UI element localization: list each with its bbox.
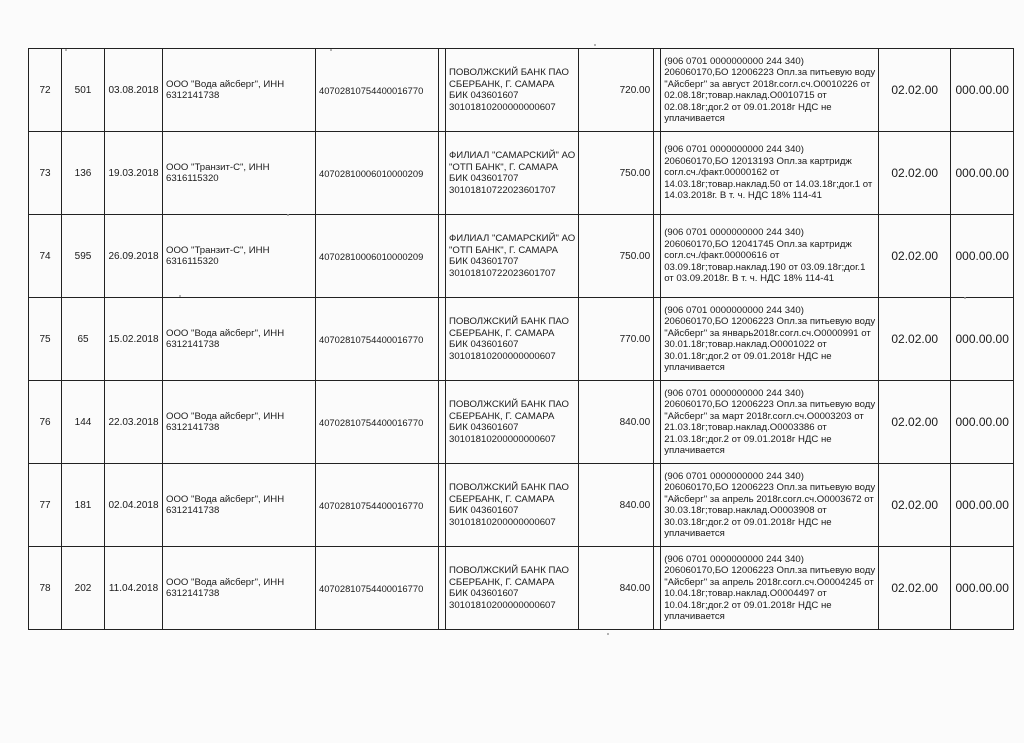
purpose-cell-line: 14.03.2018г. В т. ч. НДС 18% 114-41 <box>664 190 822 202</box>
payee-cell-line: 6312141738 <box>166 422 220 433</box>
purpose-cell-line: 30.01.18г;дог.2 от 09.01.2018г НДС не <box>664 350 832 362</box>
payee-cell-line: ООО "Вода айсберг", ИНН <box>166 493 285 505</box>
document-number: 144 <box>62 381 105 464</box>
budget-code: 02.02.00 <box>879 547 951 630</box>
bank-cell-line: БИК 043601707 <box>449 256 519 267</box>
purpose-cell-line: (906 0701 0000000000 244 340) <box>664 553 804 565</box>
column-gap <box>439 132 446 215</box>
column-gap <box>439 215 446 298</box>
bank-cell-line: 30101810200000000607 <box>449 599 556 611</box>
bank-cell-line: ПОВОЛЖСКИЙ БАНК ПАО <box>449 399 570 410</box>
table-row <box>29 49 1014 132</box>
purpose-cell-line: уплачивается <box>664 445 725 456</box>
purpose-cell-line: 30.03.18г;дог.2 от 09.01.2018г НДС не <box>664 516 832 528</box>
account-number: 40702810006010000209 <box>316 215 439 298</box>
table-row <box>29 215 1014 298</box>
payments-table <box>28 48 1014 630</box>
account-number: 40702810754400016770 <box>316 381 439 464</box>
table-row <box>29 547 1014 630</box>
row-number: 73 <box>29 132 62 215</box>
budget-code: 02.02.00 <box>879 132 951 215</box>
column-gap <box>439 49 446 132</box>
payment-date: 22.03.2018 <box>105 381 163 464</box>
purpose-cell-line: согл.сч./факт.00000162 от <box>664 167 780 179</box>
payment-date: 26.09.2018 <box>105 215 163 298</box>
purpose-cell <box>661 547 879 630</box>
amount: 750.00 <box>579 132 654 215</box>
purpose-cell-line: 21.03.18г;товар.наклад.О0003386 от <box>664 422 827 433</box>
document-number: 595 <box>62 215 105 298</box>
amount: 720.00 <box>579 49 654 132</box>
budget-code: 02.02.00 <box>879 49 951 132</box>
payee-cell-line: ООО "Вода айсберг", ИНН <box>166 327 285 339</box>
purpose-cell-line: 206060170,БО 12013193 Опл.за картридж <box>664 155 852 167</box>
budget-value: 000.00.00 <box>951 464 1014 547</box>
column-gap <box>654 215 661 298</box>
bank-cell-line: 30101810722023601707 <box>449 184 556 196</box>
purpose-cell-line: (906 0701 0000000000 244 340) <box>664 304 804 316</box>
payee-cell <box>163 547 316 630</box>
payee-cell-line: 6316115320 <box>166 256 219 267</box>
column-gap <box>654 381 661 464</box>
budget-value: 000.00.00 <box>951 381 1014 464</box>
scan-speck <box>594 44 596 46</box>
bank-cell-line: СБЕРБАНК, Г. САМАРА <box>449 493 555 505</box>
bank-cell-line: СБЕРБАНК, Г. САМАРА <box>449 327 555 339</box>
purpose-cell-line: "Айсберг" за апрель 2018г.согл.сч.О0003672 от <box>664 493 874 505</box>
bank-cell <box>446 381 579 464</box>
payment-date: 15.02.2018 <box>105 298 163 381</box>
purpose-cell <box>661 464 879 547</box>
bank-cell-line: ПОВОЛЖСКИЙ БАНК ПАО <box>449 316 570 327</box>
budget-code: 02.02.00 <box>879 381 951 464</box>
purpose-cell-line: 02.08.18г;дог.2 от 09.01.2018г НДС не <box>664 101 832 113</box>
row-number: 76 <box>29 381 62 464</box>
column-gap <box>654 298 661 381</box>
bank-cell-line: 30101810722023601707 <box>449 267 556 279</box>
purpose-cell-line: 206060170,БО 12006223 Опл.за питьевую воду <box>664 67 876 78</box>
purpose-cell-line: (906 0701 0000000000 244 340) <box>664 144 804 156</box>
purpose-cell-line: 30.03.18г;товар.наклад.О0003908 от <box>664 505 827 516</box>
purpose-cell-line: "Айсберг" за апрель 2018г.согл.сч.О0004245 от <box>664 576 874 588</box>
payee-cell-line: ООО "Транзит-С", ИНН <box>166 244 270 256</box>
payee-cell-line: ООО "Транзит-С", ИНН <box>166 161 270 173</box>
bank-cell <box>446 298 579 381</box>
purpose-cell-line: 30.01.18г;товар.наклад.О0001022 от <box>664 339 827 350</box>
purpose-cell-line: уплачивается <box>664 362 725 373</box>
payee-cell-line: 6312141738 <box>166 90 220 101</box>
purpose-cell-line: (906 0701 0000000000 244 340) <box>664 227 804 239</box>
bank-cell-line: "ОТП БАНК", Г. САМАРА <box>449 244 559 256</box>
payment-date: 11.04.2018 <box>105 547 163 630</box>
purpose-cell-line: 206060170,БО 12006223 Опл.за питьевую воду <box>664 565 876 576</box>
document-number: 136 <box>62 132 105 215</box>
bank-cell-line: СБЕРБАНК, Г. САМАРА <box>449 576 555 588</box>
account-number: 40702810006010000209 <box>316 132 439 215</box>
account-number: 40702810754400016770 <box>316 464 439 547</box>
column-gap <box>439 464 446 547</box>
document-number: 501 <box>62 49 105 132</box>
bank-cell-line: БИК 043601607 <box>449 90 519 101</box>
payee-cell <box>163 298 316 381</box>
purpose-cell-line: 02.08.18г;товар.наклад.О0010715 от <box>664 90 827 101</box>
budget-value: 000.00.00 <box>951 298 1014 381</box>
amount: 840.00 <box>579 381 654 464</box>
budget-value: 000.00.00 <box>951 547 1014 630</box>
purpose-cell <box>661 132 879 215</box>
amount: 840.00 <box>579 464 654 547</box>
account-number: 40702810754400016770 <box>316 49 439 132</box>
payee-cell-line: 6312141738 <box>166 339 220 350</box>
purpose-cell-line: 206060170,БО 12006223 Опл.за питьевую воду <box>664 399 876 410</box>
bank-cell <box>446 132 579 215</box>
purpose-cell-line: 206060170,БО 12006223 Опл.за питьевую воду <box>664 316 876 327</box>
payee-cell <box>163 215 316 298</box>
scan-speck <box>179 295 181 297</box>
account-number: 40702810754400016770 <box>316 298 439 381</box>
purpose-cell-line: согл.сч./факт.00000616 от <box>664 250 780 262</box>
purpose-cell-line: "Айсберг" за март 2018г.согл.сч.О0003203 от <box>664 410 864 422</box>
bank-cell <box>446 215 579 298</box>
document-number: 202 <box>62 547 105 630</box>
scan-speck <box>330 49 332 51</box>
payee-cell <box>163 464 316 547</box>
budget-value: 000.00.00 <box>951 49 1014 132</box>
budget-code: 02.02.00 <box>879 464 951 547</box>
bank-cell <box>446 49 579 132</box>
payee-cell-line: 6312141738 <box>166 505 220 516</box>
payee-cell <box>163 381 316 464</box>
row-number: 72 <box>29 49 62 132</box>
purpose-cell-line: от 03.09.2018г. В т. ч. НДС 18% 114-41 <box>664 273 835 285</box>
purpose-cell-line: 21.03.18г;дог.2 от 09.01.2018г НДС не <box>664 433 832 445</box>
purpose-cell-line: (906 0701 0000000000 244 340) <box>664 387 804 399</box>
column-gap <box>439 298 446 381</box>
column-gap <box>654 464 661 547</box>
table-row <box>29 381 1014 464</box>
purpose-cell-line: "Айсберг" за январь2018г.согл.сч.О0000991 от <box>664 327 871 339</box>
column-gap <box>439 381 446 464</box>
row-number: 77 <box>29 464 62 547</box>
bank-cell-line: ФИЛИАЛ "САМАРСКИЙ" АО <box>449 150 576 161</box>
bank-cell-line: БИК 043601607 <box>449 339 519 350</box>
purpose-cell-line: 10.04.18г;дог.2 от 09.01.2018г НДС не <box>664 599 832 611</box>
row-number: 75 <box>29 298 62 381</box>
bank-cell-line: СБЕРБАНК, Г. САМАРА <box>449 78 555 90</box>
payee-cell-line: 6316115320 <box>166 173 219 184</box>
purpose-cell-line: 14.03.18г;товар.наклад.50 от 14.03.18г;дог.1 от <box>664 178 873 190</box>
purpose-cell-line: (906 0701 0000000000 244 340) <box>664 55 804 67</box>
purpose-cell <box>661 215 879 298</box>
purpose-cell-line: 03.09.18г;товар.наклад.190 от 03.09.18г;дог.1 <box>664 261 866 273</box>
payee-cell <box>163 132 316 215</box>
scan-speck <box>607 633 609 635</box>
amount: 750.00 <box>579 215 654 298</box>
scan-speck <box>964 297 966 299</box>
row-number: 78 <box>29 547 62 630</box>
bank-cell-line: 30101810200000000607 <box>449 433 556 445</box>
purpose-cell <box>661 49 879 132</box>
purpose-cell <box>661 298 879 381</box>
purpose-cell <box>661 381 879 464</box>
amount: 770.00 <box>579 298 654 381</box>
purpose-cell-line: уплачивается <box>664 113 725 124</box>
purpose-cell-line: 206060170,БО 12041745 Опл.за картридж <box>664 238 852 250</box>
table-row <box>29 464 1014 547</box>
column-gap <box>654 547 661 630</box>
bank-cell-line: 30101810200000000607 <box>449 350 556 362</box>
payment-date: 19.03.2018 <box>105 132 163 215</box>
table-row <box>29 132 1014 215</box>
purpose-cell-line: 10.04.18г;товар.наклад.О0004497 от <box>664 588 827 599</box>
payee-cell <box>163 49 316 132</box>
bank-cell-line: БИК 043601707 <box>449 173 519 184</box>
column-gap <box>654 49 661 132</box>
column-gap <box>439 547 446 630</box>
bank-cell-line: "ОТП БАНК", Г. САМАРА <box>449 161 559 173</box>
account-number: 40702810754400016770 <box>316 547 439 630</box>
table-row <box>29 298 1014 381</box>
bank-cell-line: ПОВОЛЖСКИЙ БАНК ПАО <box>449 67 570 78</box>
bank-cell-line: 30101810200000000607 <box>449 101 556 113</box>
budget-code: 02.02.00 <box>879 298 951 381</box>
payee-cell-line: ООО "Вода айсберг", ИНН <box>166 410 285 422</box>
purpose-cell-line: уплачивается <box>664 528 725 539</box>
bank-cell-line: ФИЛИАЛ "САМАРСКИЙ" АО <box>449 233 576 244</box>
document-number: 181 <box>62 464 105 547</box>
payee-cell-line: 6312141738 <box>166 588 220 599</box>
row-number: 74 <box>29 215 62 298</box>
bank-cell <box>446 547 579 630</box>
purpose-cell-line: "Айсберг" за август 2018г.согл.сч.О0010226 от <box>664 78 871 90</box>
budget-value: 000.00.00 <box>951 215 1014 298</box>
bank-cell-line: БИК 043601607 <box>449 422 519 433</box>
payee-cell-line: ООО "Вода айсберг", ИНН <box>166 78 285 90</box>
bank-cell-line: БИК 043601607 <box>449 505 519 516</box>
amount: 840.00 <box>579 547 654 630</box>
scan-speck <box>65 49 67 51</box>
payment-date: 02.04.2018 <box>105 464 163 547</box>
purpose-cell-line: 206060170,БО 12006223 Опл.за питьевую воду <box>664 482 876 493</box>
bank-cell-line: 30101810200000000607 <box>449 516 556 528</box>
bank-cell-line: ПОВОЛЖСКИЙ БАНК ПАО <box>449 482 570 493</box>
purpose-cell-line: (906 0701 0000000000 244 340) <box>664 470 804 482</box>
scan-speck <box>287 214 289 216</box>
payment-date: 03.08.2018 <box>105 49 163 132</box>
bank-cell <box>446 464 579 547</box>
bank-cell-line: ПОВОЛЖСКИЙ БАНК ПАО <box>449 565 570 576</box>
purpose-cell-line: уплачивается <box>664 611 725 622</box>
table-body <box>29 49 1014 630</box>
payee-cell-line: ООО "Вода айсберг", ИНН <box>166 576 285 588</box>
bank-cell-line: СБЕРБАНК, Г. САМАРА <box>449 410 555 422</box>
document-number: 65 <box>62 298 105 381</box>
budget-code: 02.02.00 <box>879 215 951 298</box>
bank-cell-line: БИК 043601607 <box>449 588 519 599</box>
budget-value: 000.00.00 <box>951 132 1014 215</box>
column-gap <box>654 132 661 215</box>
